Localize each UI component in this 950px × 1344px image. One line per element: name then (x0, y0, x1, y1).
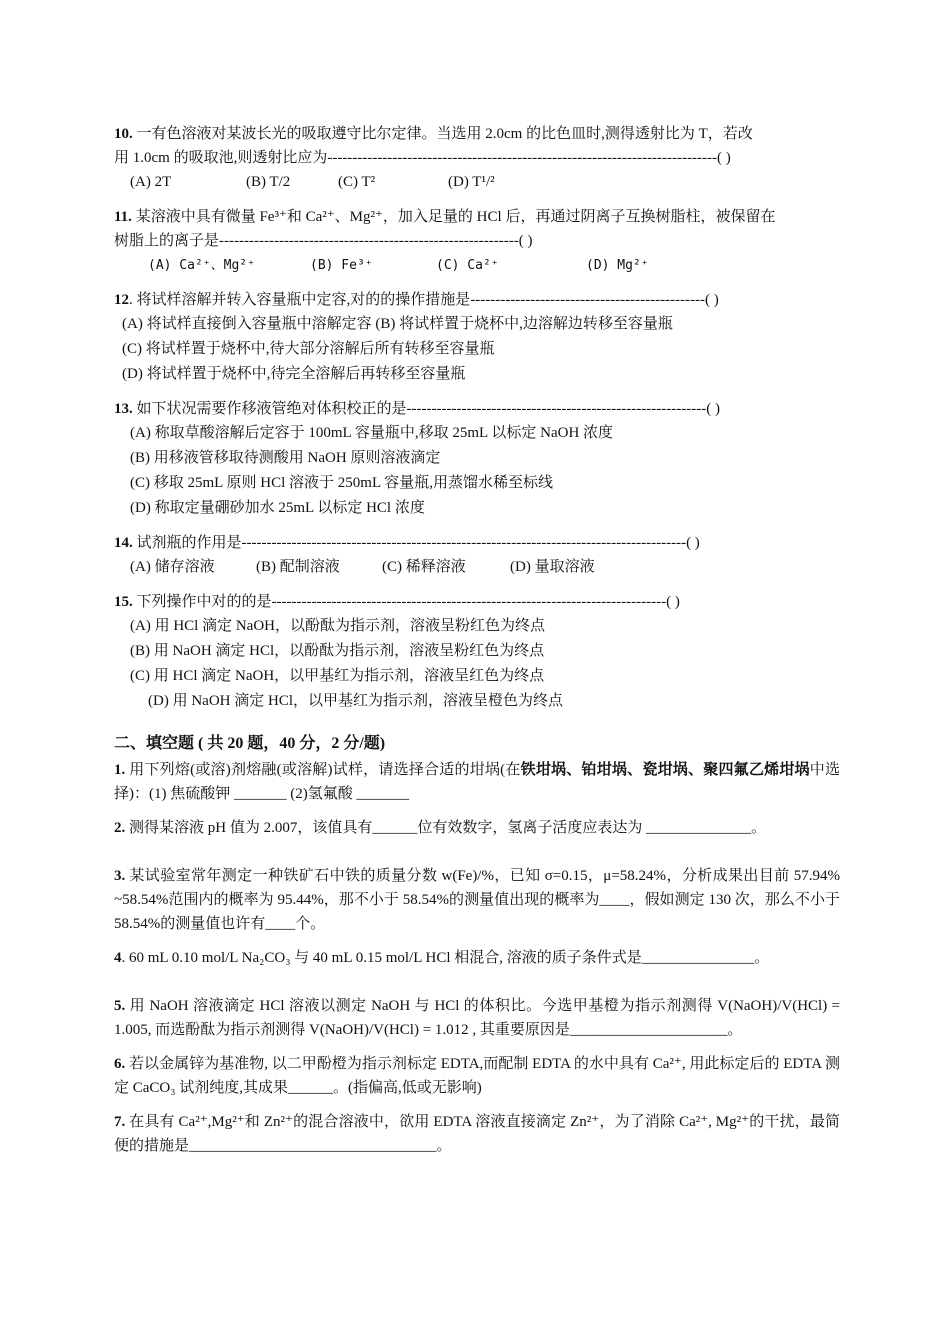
option-a: (A) Ca²⁺、Mg²⁺ (148, 258, 255, 273)
fill-question-6 (114, 1052, 840, 1100)
question-text: . 将试样溶解并转入容量瓶中定容,对的的操作措施是-----------------------------------------------( ) (129, 292, 719, 308)
spacer (114, 850, 840, 864)
option-b: (B) 用移液管移取待测酸用 NaOH 原则溶液滴定 (130, 450, 441, 466)
option-d: (D) T¹/² (448, 174, 495, 190)
question-11-line-2: 树脂上的离子是------------------------------------------------------------( ) (114, 233, 533, 249)
option-d: (D) 用 NaOH 滴定 HCl，以甲基红为指示剂，溶液呈橙色为终点 (148, 693, 563, 709)
question-text: 如下状况需要作移液管绝对体积校正的是------------------------------------------------------------( ) (136, 401, 720, 417)
section-title: 二、填空题 ( 共 20 题，40 分，2 分/题) (114, 735, 386, 752)
question-11-line-1 (114, 205, 840, 229)
question-10 (114, 122, 840, 195)
question-text: 用 NaOH 溶液滴定 HCl 溶液以测定 NaOH 与 HCl 的体积比。今选甲基橙为指示剂测得 V(NaOH)/V(HCl) = 1.005, 而选酚酞为指示剂测得 V(NaOH)/V(HCl) = 1.012 , 其重要原因是_____________________。 (114, 998, 840, 1038)
question-number: 5. (114, 998, 126, 1014)
option-c: (C) 稀释溶液 (382, 559, 466, 575)
question-14-line-1 (114, 531, 840, 555)
question-number: 4 (114, 950, 122, 966)
crucible-options: 铁坩埚、铂坩埚、瓷坩埚、聚四氟乙烯坩埚 (520, 762, 810, 778)
exam-page (114, 122, 840, 1168)
question-12-line-1 (114, 288, 840, 312)
question-text-tail: 中选择)：(1) 焦硫酸钾 _______ (2)氢氟酸 _______ (114, 762, 841, 802)
question-number: 3. (114, 868, 126, 884)
question-number: 13. (114, 401, 133, 417)
option-b: (B) 配制溶液 (256, 559, 340, 575)
question-13-line-1 (114, 397, 840, 421)
question-11-options (114, 253, 840, 278)
question-14-options (114, 555, 840, 580)
option-c: (C) 移取 25mL 原则 HCl 溶液于 250mL 容量瓶,用蒸馏水稀至标线 (130, 475, 554, 491)
question-number: 2. (114, 820, 126, 836)
question-number: 15. (114, 594, 133, 610)
option-c: (C) T² (338, 174, 376, 190)
question-text: 一有色溶液对某波长光的吸取遵守比尔定律。当选用 2.0cm 的比色皿时,测得透射比为 T，若改 (136, 126, 753, 142)
question-text: 某溶液中具有微量 Fe³⁺和 Ca²⁺、Mg²⁺，加入足量的 HCl 后，再通过阴离子互换树脂柱，被保留在 (135, 209, 776, 225)
option-c: (C) Ca²⁺ (436, 258, 499, 273)
option-c: (C) 将试样置于烧杯中,待大部分溶解后所有转移至容量瓶 (122, 341, 495, 357)
fill-question-2 (114, 816, 840, 840)
question-12 (114, 288, 840, 387)
question-number: 14. (114, 535, 133, 551)
option-d: (D) 称取定量硼砂加水 25mL 以标定 HCl 浓度 (130, 500, 425, 516)
option-b: (B) 用 NaOH 滴定 HCl，以酚酞为指示剂，溶液呈粉红色为终点 (130, 643, 545, 659)
fill-question-7 (114, 1110, 840, 1158)
fill-question-4 (114, 946, 840, 970)
option-d: (D) Mg²⁺ (586, 258, 649, 273)
fill-question-3 (114, 864, 840, 936)
question-14 (114, 531, 840, 580)
option-a-b: (A) 将试样直接倒入容量瓶中溶解定容 (B) 将试样置于烧杯中,边溶解边转移至容量瓶 (122, 316, 673, 332)
fill-question-1 (114, 758, 840, 806)
fill-question-5 (114, 994, 840, 1042)
question-text: 在具有 Ca²⁺,Mg²⁺和 Zn²⁺的混合溶液中，欲用 EDTA 溶液直接滴定 Zn²⁺，为了消除 Ca²⁺, Mg²⁺的干扰，最简便的措施是_________________________________。 (114, 1114, 841, 1154)
question-text: . 60 mL 0.10 mol/L Na₂CO₃ 与 40 mL 0.15 mol/L HCl 相混合, 溶液的质子条件式是_______________。 (121, 950, 770, 966)
question-text: 用下列熔(或溶)剂熔融(或溶解)试样，请选择合适的坩埚(在 (129, 762, 521, 778)
option-a: (A) 储存溶液 (130, 559, 215, 575)
option-d: (D) 量取溶液 (510, 559, 595, 575)
question-10-line-1 (114, 122, 840, 146)
question-text: 下列操作中对的的是-------------------------------------------------------------------------------( ) (136, 594, 680, 610)
option-a: (A) 用 HCl 滴定 NaOH，以酚酞为指示剂，溶液呈粉红色为终点 (130, 618, 545, 634)
question-text: 测得某溶液 pH 值为 2.007，该值具有______位有效数字，氢离子活度应表达为 ______________。 (129, 820, 767, 836)
option-b: (B) T/2 (246, 174, 291, 190)
question-text: 某试验室常年测定一种铁矿石中铁的质量分数 w(Fe)/%，已知 σ=0.15，μ=58.24%，分析成果出目前 57.94% ~58.54%范围内的概率为 95.44%，那不小于 58.54%的测量值出现的概率为____，假如测定 130 次，那么不小于 58.54%的测量值也许有____个。 (114, 868, 841, 932)
question-number: 12 (114, 292, 129, 308)
question-number: 1. (114, 762, 126, 778)
question-11 (114, 205, 840, 278)
question-10-line-2: 用 1.0cm 的吸取池,则透射比应为------------------------------------------------------------------------------( ) (114, 150, 731, 166)
question-number: 11. (114, 209, 132, 225)
question-10-options (114, 170, 840, 195)
question-number: 10. (114, 126, 133, 142)
option-d: (D) 将试样置于烧杯中,待完全溶解后再转移至容量瓶 (122, 366, 466, 382)
spacer (114, 980, 840, 994)
question-13 (114, 397, 840, 521)
option-b: (B) Fe³⁺ (310, 258, 373, 273)
question-text: 若以金属锌为基准物, 以二甲酚橙为指示剂标定 EDTA,而配制 EDTA 的水中具有 Ca²⁺, 用此标定后的 EDTA 测定 CaCO₃ 试剂纯度,其成果______。(指偏高,低或无影响) (114, 1056, 841, 1096)
question-text: 试剂瓶的作用是-----------------------------------------------------------------------------------------( ) (136, 535, 700, 551)
question-15-line-1 (114, 590, 840, 614)
question-number: 6. (114, 1056, 126, 1072)
option-a: (A) 称取草酸溶解后定容于 100mL 容量瓶中,移取 25mL 以标定 NaOH 浓度 (130, 425, 614, 441)
option-c: (C) 用 HCl 滴定 NaOH，以甲基红为指示剂，溶液呈红色为终点 (130, 668, 545, 684)
question-number: 7. (114, 1114, 126, 1130)
option-a: (A) 2T (130, 174, 172, 190)
question-15 (114, 590, 840, 714)
